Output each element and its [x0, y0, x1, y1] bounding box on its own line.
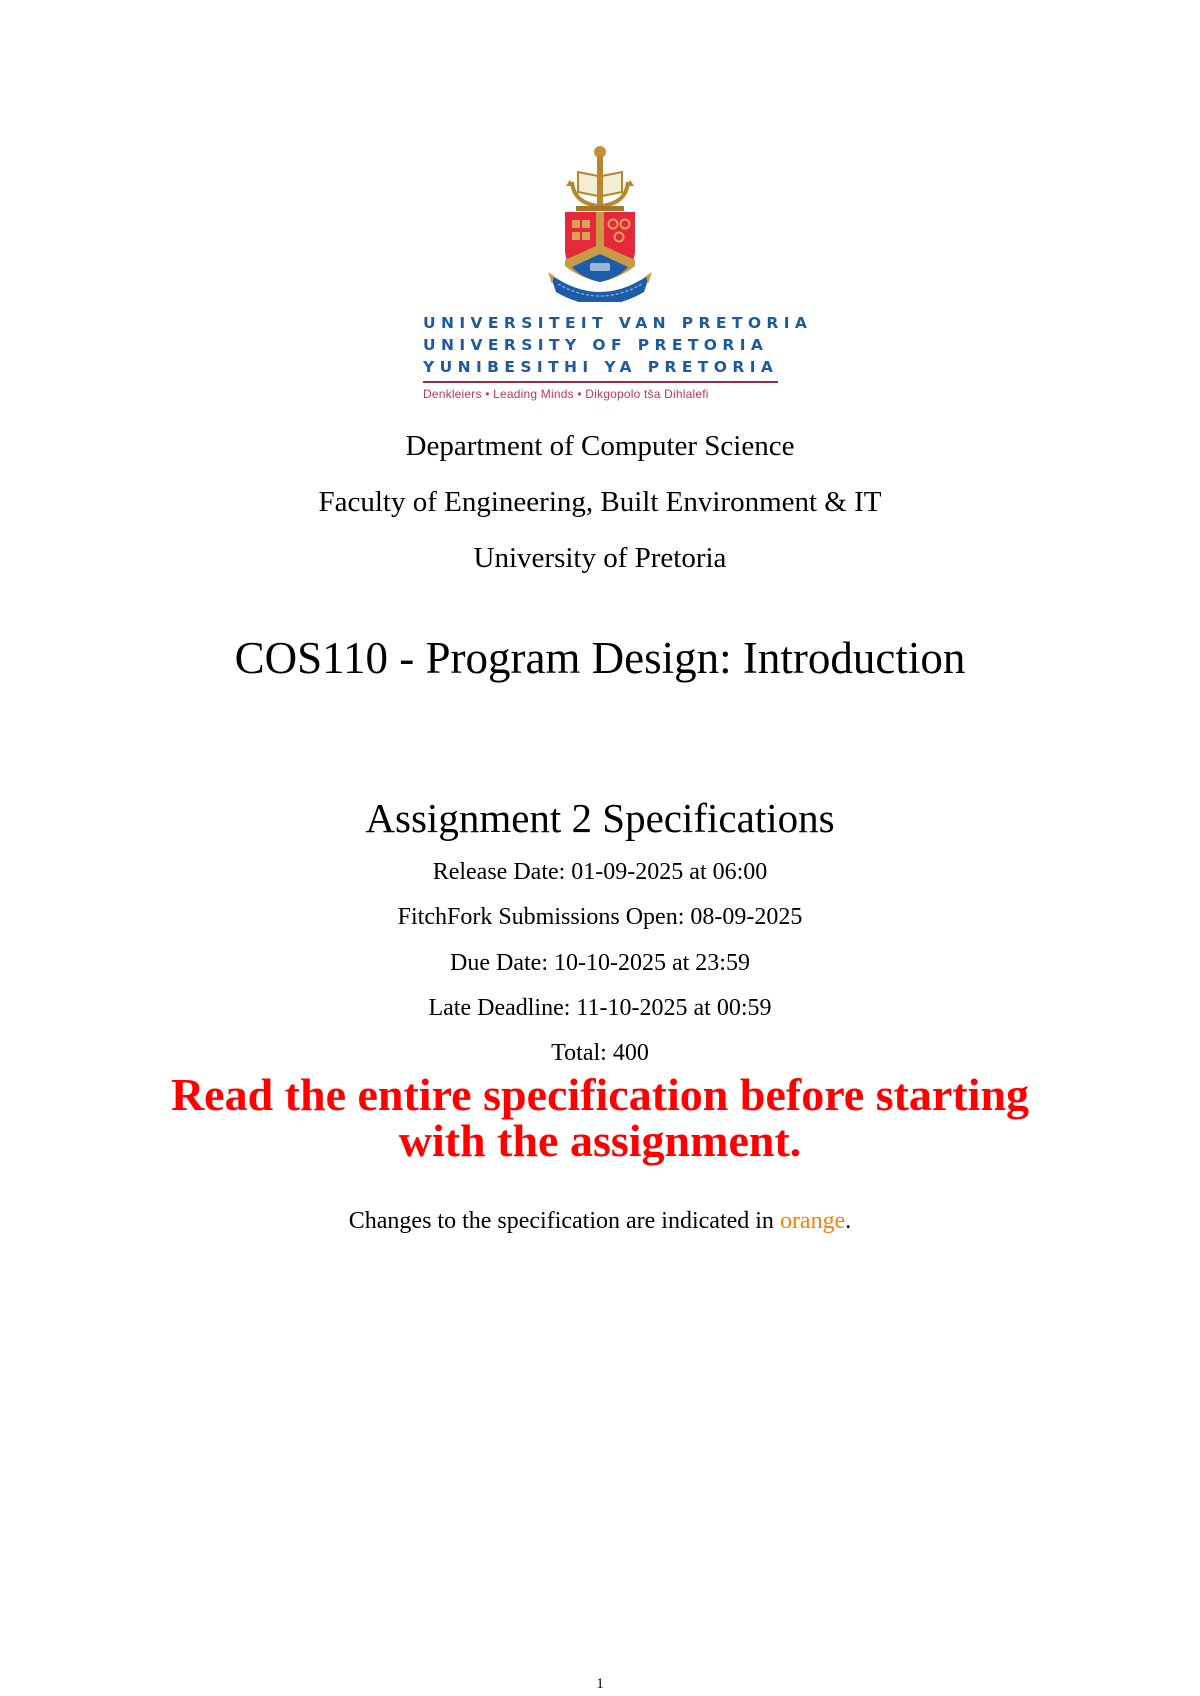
wordmark-divider: [423, 381, 778, 383]
changes-note-suffix: .: [845, 1208, 852, 1234]
release-date: Release Date: 01-09-2025 at 06:00: [432, 859, 768, 885]
wordmark-line-afrikaans: UNIVERSITEIT VAN PRETORIA: [423, 314, 813, 332]
university-crest-icon: [540, 142, 660, 302]
total-marks: Total: 400: [551, 1040, 649, 1066]
course-title: COS110 - Program Design: Introduction: [234, 633, 966, 683]
faculty-name: Faculty of Engineering, Built Environment & IT: [318, 486, 882, 518]
university-name: University of Pretoria: [473, 542, 727, 574]
changes-note-text: Changes to the specification are indicated in: [348, 1208, 780, 1234]
university-tagline: Denkleiers • Leading Minds • Dikgopolo tša Dihlalefi: [423, 387, 709, 401]
assignment-title: Assignment 2 Specifications: [365, 795, 835, 841]
submissions-open-date: FitchFork Submissions Open: 08-09-2025: [397, 904, 803, 930]
university-wordmark: [423, 312, 813, 401]
warning-line-1: Read the entire specification before starting: [170, 1069, 1030, 1120]
changes-note-highlight: orange: [779, 1208, 846, 1234]
department-name: Department of Computer Science: [405, 430, 795, 462]
due-date: Due Date: 10-10-2025 at 23:59: [450, 950, 750, 976]
page-number: 1: [596, 1676, 604, 1692]
late-deadline: Late Deadline: 11-10-2025 at 00:59: [428, 995, 772, 1021]
changes-note: [0, 1208, 1200, 1235]
wordmark-line-english: UNIVERSITY OF PRETORIA: [423, 336, 769, 354]
wordmark-line-sepedi: YUNIBESITHI YA PRETORIA: [423, 358, 779, 376]
warning-line-2: with the assignment.: [398, 1115, 802, 1166]
